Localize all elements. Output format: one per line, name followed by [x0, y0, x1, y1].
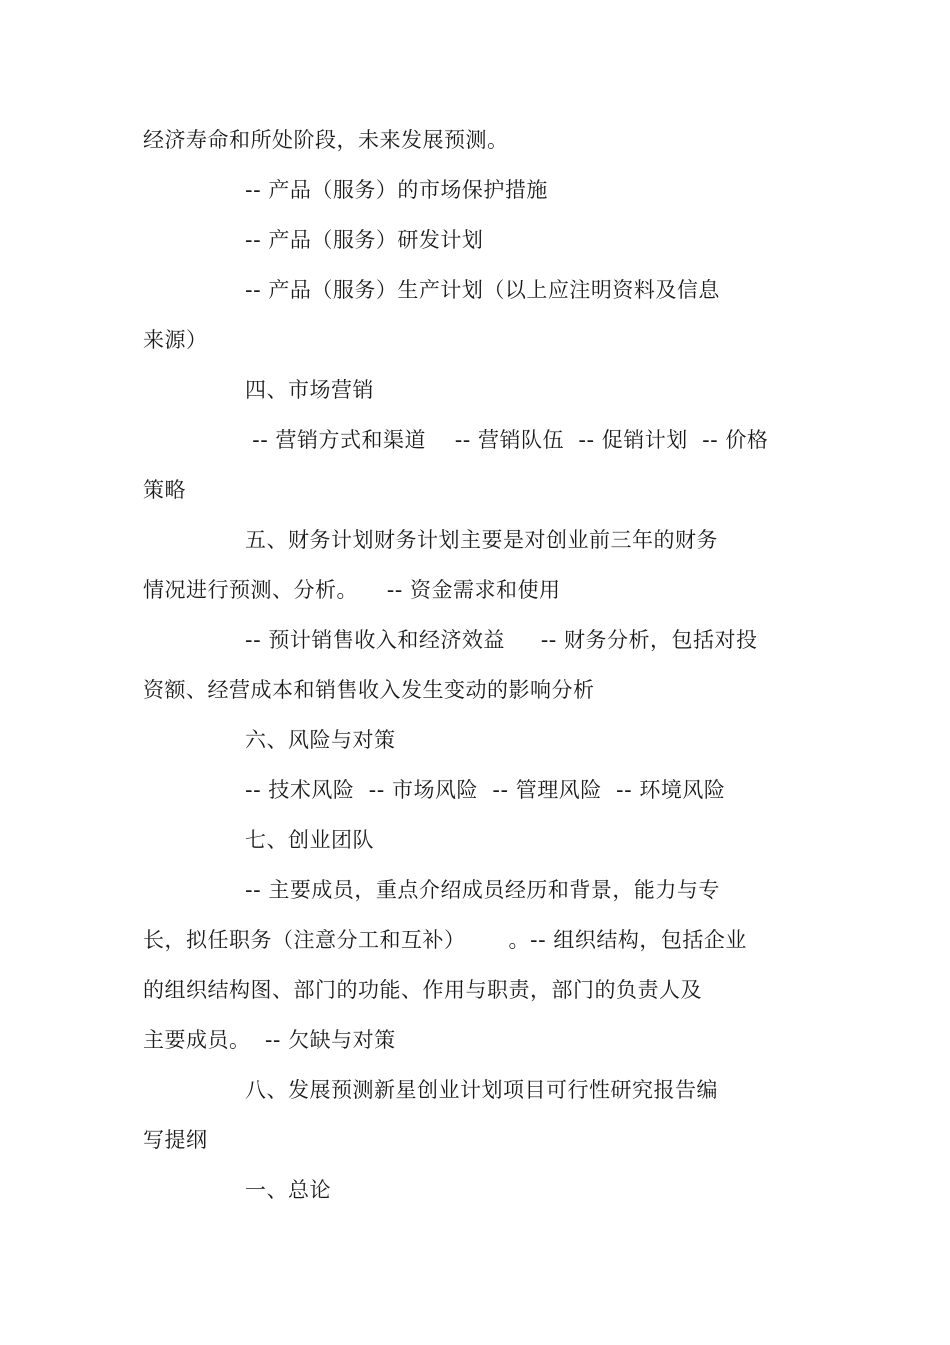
- text-line: -- 预计销售收入和经济效益 -- 财务分析，包括对投: [245, 628, 758, 652]
- text-line: 情况进行预测、分析。 -- 资金需求和使用: [143, 578, 561, 602]
- text-line: 写提纲: [143, 1128, 208, 1152]
- section-heading: 七、创业团队: [245, 828, 374, 852]
- text-line: 长，拟任职务（注意分工和互补） 。-- 组织结构，包括企业: [143, 928, 747, 952]
- text-line: -- 主要成员，重点介绍成员经历和背景，能力与专: [245, 878, 720, 902]
- text-line: 经济寿命和所处阶段，未来发展预测。: [143, 128, 509, 152]
- section-heading: 一、总论: [245, 1178, 331, 1202]
- text-line: 主要成员。 -- 欠缺与对策: [143, 1028, 396, 1052]
- text-line: -- 技术风险 -- 市场风险 -- 管理风险 -- 环境风险: [245, 778, 726, 802]
- text-line: 资额、经营成本和销售收入发生变动的影响分析: [143, 678, 595, 702]
- section-heading: 八、发展预测新星创业计划项目可行性研究报告编: [245, 1078, 718, 1102]
- section-heading: 四、市场营销: [245, 378, 374, 402]
- text-line: 来源）: [143, 328, 208, 352]
- text-line: 策略: [143, 478, 186, 502]
- text-line: -- 产品（服务）的市场保护措施: [245, 178, 548, 202]
- section-heading: 五、财务计划财务计划主要是对创业前三年的财务: [245, 528, 718, 552]
- section-heading: 六、风险与对策: [245, 728, 396, 752]
- text-line: -- 产品（服务）研发计划: [245, 228, 484, 252]
- text-line: -- 营销方式和渠道 -- 营销队伍 -- 促销计划 -- 价格: [245, 428, 769, 452]
- text-line: 的组织结构图、部门的功能、作用与职责，部门的负责人及: [143, 978, 702, 1002]
- text-line: -- 产品（服务）生产计划（以上应注明资料及信息: [245, 278, 720, 302]
